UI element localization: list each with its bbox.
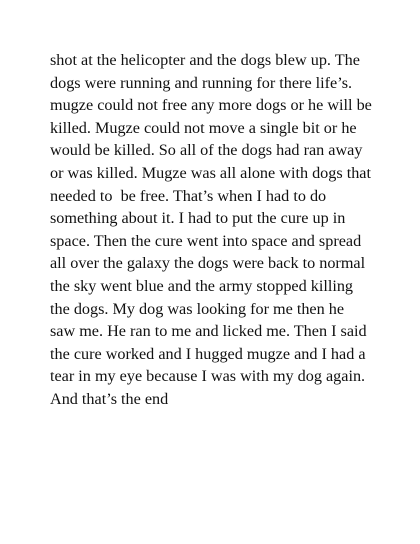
text-line-11: the sky went blue and the army stopped killing — [50, 276, 354, 295]
text-line-12: the dogs. My dog was looking for me then he — [50, 299, 345, 318]
text-line-7: needed to be free. That’s when I had to do — [50, 186, 327, 205]
text-line-10: all over the galaxy the dogs were back to normal — [50, 254, 366, 273]
text-line-14: the cure worked and I hugged mugze and I had a — [50, 344, 366, 363]
story-text — [50, 49, 390, 411]
text-line-2: dogs were running and running for there life’s. — [50, 73, 353, 92]
text-line-13: saw me. He ran to me and licked me. Then I said — [50, 322, 367, 341]
text-line-6: or was killed. Mugze was all alone with dogs that — [50, 163, 371, 182]
text-line-3: mugze could not free any more dogs or he will be — [50, 96, 372, 115]
text-line-1: shot at the helicopter and the dogs blew up. The — [50, 51, 360, 69]
text-line-16: And that’s the end — [50, 389, 169, 408]
text-line-8: something about it. I had to put the cure up in — [50, 209, 346, 228]
text-line-9: space. Then the cure went into space and spread — [50, 231, 362, 250]
text-line-15: tear in my eye because I was with my dog again. — [50, 367, 366, 386]
text-line-5: would be killed. So all of the dogs had ran away — [50, 141, 363, 160]
text-line-4: killed. Mugze could not move a single bit or he — [50, 118, 357, 137]
